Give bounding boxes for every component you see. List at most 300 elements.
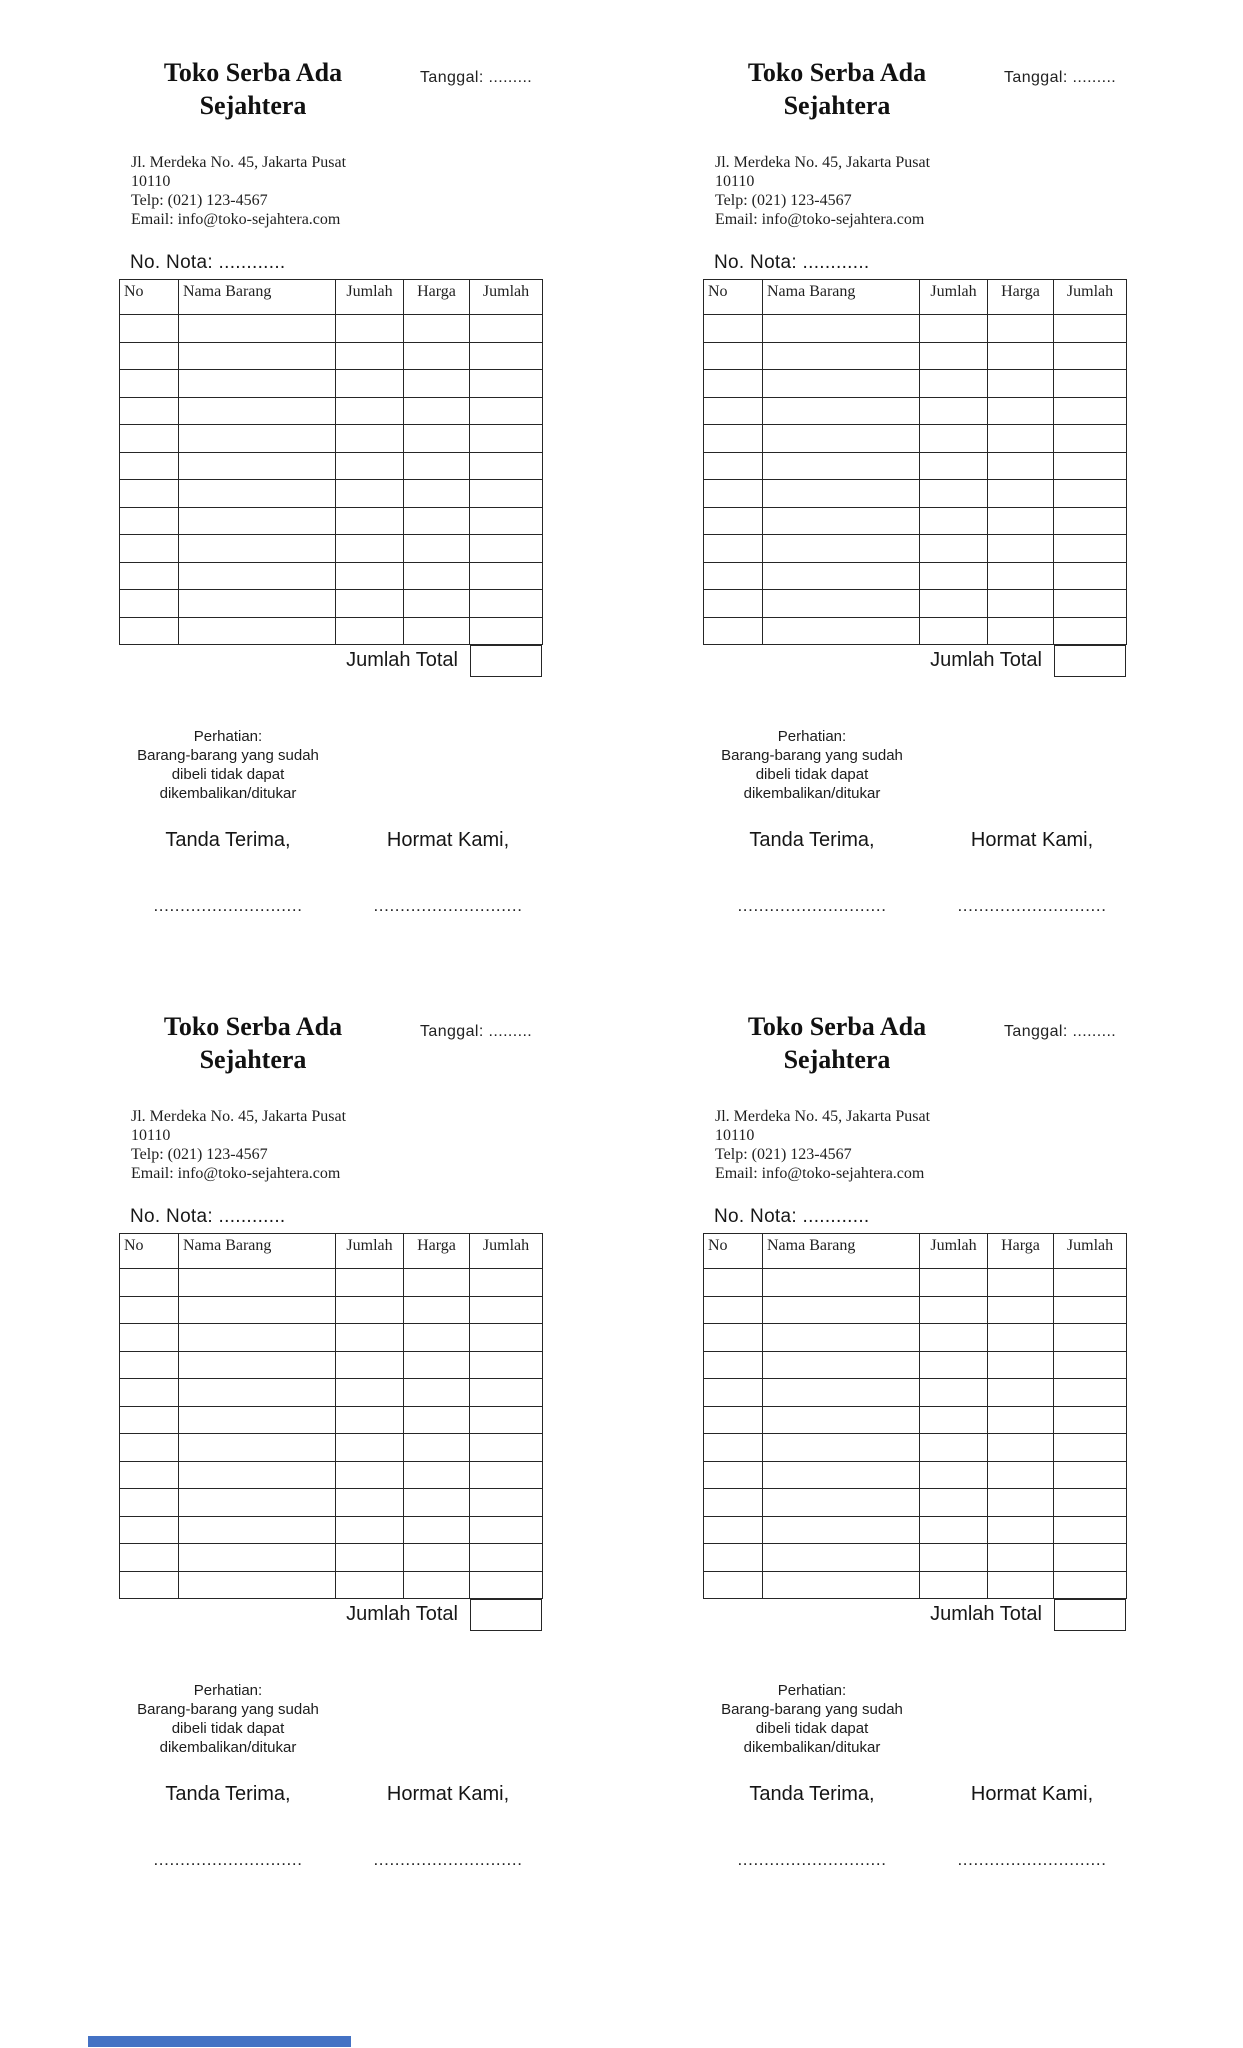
- item-cell[interactable]: [920, 370, 988, 398]
- item-cell[interactable]: [988, 342, 1054, 370]
- item-cell[interactable]: [404, 1461, 470, 1489]
- item-row: [120, 1544, 543, 1572]
- item-cell[interactable]: [179, 1434, 336, 1462]
- item-cell[interactable]: [336, 507, 404, 535]
- item-cell[interactable]: [179, 1379, 336, 1407]
- item-cell[interactable]: [704, 397, 763, 425]
- item-cell[interactable]: [920, 562, 988, 590]
- item-cell[interactable]: [988, 1434, 1054, 1462]
- item-cell[interactable]: [404, 1489, 470, 1517]
- item-cell[interactable]: [336, 1269, 404, 1297]
- item-cell[interactable]: [120, 425, 179, 453]
- item-cell[interactable]: [920, 480, 988, 508]
- sign-label-hormat-kami: Hormat Kami,: [386, 1783, 510, 1805]
- item-cell[interactable]: [704, 480, 763, 508]
- item-cell[interactable]: [763, 1571, 920, 1599]
- item-cell[interactable]: [920, 1269, 988, 1297]
- item-cell[interactable]: [988, 507, 1054, 535]
- item-cell[interactable]: [988, 535, 1054, 563]
- item-cell[interactable]: [404, 1516, 470, 1544]
- item-cell[interactable]: [336, 452, 404, 480]
- item-cell[interactable]: [1054, 1269, 1127, 1297]
- nota-number-fill-in-field[interactable]: No. Nota: ............: [130, 252, 286, 273]
- item-cell[interactable]: [1054, 1296, 1127, 1324]
- item-cell[interactable]: [988, 1296, 1054, 1324]
- item-cell[interactable]: [470, 342, 543, 370]
- signature-line-left[interactable]: ............................: [737, 896, 887, 915]
- signature-line-left[interactable]: ............................: [737, 1850, 887, 1869]
- item-cell[interactable]: [179, 1489, 336, 1517]
- address-street: Jl. Merdeka No. 45, Jakarta Pusat: [715, 1108, 931, 1125]
- item-cell[interactable]: [470, 1269, 543, 1297]
- item-cell[interactable]: [1054, 1434, 1127, 1462]
- item-cell[interactable]: [179, 1544, 336, 1572]
- item-cell[interactable]: [1054, 562, 1127, 590]
- item-cell[interactable]: [1054, 397, 1127, 425]
- item-cell[interactable]: [763, 370, 920, 398]
- item-cell[interactable]: [336, 480, 404, 508]
- item-cell[interactable]: [120, 370, 179, 398]
- item-cell[interactable]: [470, 562, 543, 590]
- item-cell[interactable]: [988, 480, 1054, 508]
- item-cell[interactable]: [179, 535, 336, 563]
- item-cell[interactable]: [1054, 617, 1127, 645]
- item-cell[interactable]: [704, 1296, 763, 1324]
- item-cell[interactable]: [179, 1516, 336, 1544]
- item-cell[interactable]: [179, 480, 336, 508]
- item-cell[interactable]: [920, 590, 988, 618]
- item-cell[interactable]: [1054, 425, 1127, 453]
- item-cell[interactable]: [763, 1516, 920, 1544]
- item-cell[interactable]: [470, 1434, 543, 1462]
- item-cell[interactable]: [704, 1571, 763, 1599]
- item-cell[interactable]: [920, 535, 988, 563]
- return-policy-notice: [672, 727, 952, 803]
- item-cell[interactable]: [988, 1489, 1054, 1517]
- item-cell[interactable]: [336, 315, 404, 343]
- item-cell[interactable]: [470, 1296, 543, 1324]
- item-cell[interactable]: [470, 370, 543, 398]
- item-cell[interactable]: [120, 1406, 179, 1434]
- item-cell[interactable]: [470, 617, 543, 645]
- item-cell[interactable]: [763, 507, 920, 535]
- item-cell[interactable]: [988, 1571, 1054, 1599]
- item-cell[interactable]: [120, 315, 179, 343]
- return-policy-notice: [88, 727, 368, 803]
- item-cell[interactable]: [988, 1406, 1054, 1434]
- item-cell[interactable]: [988, 425, 1054, 453]
- item-cell[interactable]: [920, 1571, 988, 1599]
- item-cell[interactable]: [988, 1324, 1054, 1352]
- item-cell[interactable]: [920, 452, 988, 480]
- item-cell[interactable]: [336, 1351, 404, 1379]
- item-cell[interactable]: [179, 1461, 336, 1489]
- item-cell[interactable]: [1054, 1406, 1127, 1434]
- signature-line-left[interactable]: ............................: [153, 896, 303, 915]
- item-cell[interactable]: [704, 1489, 763, 1517]
- item-cell[interactable]: [920, 1406, 988, 1434]
- item-cell[interactable]: [763, 397, 920, 425]
- item-cell[interactable]: [470, 452, 543, 480]
- item-cell[interactable]: [763, 342, 920, 370]
- item-cell[interactable]: [1054, 342, 1127, 370]
- item-cell[interactable]: [120, 1269, 179, 1297]
- item-cell[interactable]: [120, 1351, 179, 1379]
- item-cell[interactable]: [336, 1516, 404, 1544]
- notice-line1: Perhatian:: [777, 1682, 847, 1699]
- item-cell[interactable]: [1054, 1544, 1127, 1572]
- item-cell[interactable]: [763, 425, 920, 453]
- item-cell[interactable]: [763, 590, 920, 618]
- item-cell[interactable]: [763, 315, 920, 343]
- signature-line-right[interactable]: ............................: [957, 896, 1107, 915]
- item-cell[interactable]: [404, 1434, 470, 1462]
- item-cell[interactable]: [988, 315, 1054, 343]
- item-cell[interactable]: [470, 507, 543, 535]
- item-cell[interactable]: [988, 397, 1054, 425]
- item-cell[interactable]: [470, 315, 543, 343]
- item-cell[interactable]: [470, 1461, 543, 1489]
- item-cell[interactable]: [704, 1516, 763, 1544]
- item-cell[interactable]: [1054, 1461, 1127, 1489]
- item-cell[interactable]: [404, 1324, 470, 1352]
- item-cell[interactable]: [470, 535, 543, 563]
- store-address: [131, 153, 608, 229]
- item-cell[interactable]: [763, 1269, 920, 1297]
- item-row: [704, 480, 1127, 508]
- item-cell[interactable]: [763, 1434, 920, 1462]
- item-cell[interactable]: [404, 1406, 470, 1434]
- date-fill-in-field[interactable]: Tanggal: .........: [420, 69, 533, 86]
- item-cell[interactable]: [704, 342, 763, 370]
- item-cell[interactable]: [763, 1544, 920, 1572]
- item-cell[interactable]: [704, 1461, 763, 1489]
- item-cell[interactable]: [179, 1324, 336, 1352]
- item-cell[interactable]: [920, 342, 988, 370]
- item-cell[interactable]: [988, 1516, 1054, 1544]
- item-cell[interactable]: [470, 1544, 543, 1572]
- item-cell[interactable]: [336, 562, 404, 590]
- nota-number-fill-in-field[interactable]: No. Nota: ............: [714, 1206, 870, 1227]
- sign-label-tanda-terima: Tanda Terima,: [749, 829, 875, 851]
- item-cell[interactable]: [704, 1269, 763, 1297]
- item-row: [120, 452, 543, 480]
- item-cell[interactable]: [336, 425, 404, 453]
- total-amount-box[interactable]: [470, 1599, 542, 1631]
- item-cell[interactable]: [1054, 1571, 1127, 1599]
- item-cell[interactable]: [404, 507, 470, 535]
- items-table-body: [704, 1269, 1127, 1599]
- item-cell[interactable]: [704, 1379, 763, 1407]
- item-cell[interactable]: [1054, 590, 1127, 618]
- item-cell[interactable]: [336, 342, 404, 370]
- item-cell[interactable]: [120, 1571, 179, 1599]
- item-cell[interactable]: [404, 562, 470, 590]
- item-row: [120, 397, 543, 425]
- item-cell[interactable]: [179, 1351, 336, 1379]
- item-cell[interactable]: [920, 1489, 988, 1517]
- item-cell[interactable]: [920, 397, 988, 425]
- item-cell[interactable]: [988, 1461, 1054, 1489]
- item-cell[interactable]: [704, 1324, 763, 1352]
- item-cell[interactable]: [763, 1324, 920, 1352]
- item-cell[interactable]: [988, 562, 1054, 590]
- sign-label-tanda-terima: Tanda Terima,: [165, 1783, 291, 1805]
- item-cell[interactable]: [1054, 1489, 1127, 1517]
- date-fill-in-field[interactable]: Tanggal: .........: [1004, 1023, 1117, 1040]
- item-cell[interactable]: [1054, 480, 1127, 508]
- item-cell[interactable]: [120, 1516, 179, 1544]
- item-cell[interactable]: [920, 617, 988, 645]
- item-cell[interactable]: [1054, 1379, 1127, 1407]
- item-cell[interactable]: [120, 535, 179, 563]
- item-cell[interactable]: [179, 370, 336, 398]
- item-cell[interactable]: [763, 1406, 920, 1434]
- notice-line2: Barang-barang yang sudah: [721, 1701, 903, 1718]
- item-cell[interactable]: [404, 1269, 470, 1297]
- date-fill-in-field[interactable]: Tanggal: .........: [1004, 69, 1117, 86]
- item-cell[interactable]: [470, 1406, 543, 1434]
- item-cell[interactable]: [763, 617, 920, 645]
- item-cell[interactable]: [120, 1379, 179, 1407]
- item-cell[interactable]: [179, 1571, 336, 1599]
- item-cell[interactable]: [179, 507, 336, 535]
- item-cell[interactable]: [988, 370, 1054, 398]
- signature-lines-row: [88, 1850, 608, 1870]
- item-cell[interactable]: [179, 425, 336, 453]
- signature-line-left[interactable]: ............................: [153, 1850, 303, 1869]
- return-policy-notice: [672, 1681, 952, 1757]
- item-cell[interactable]: [404, 480, 470, 508]
- item-row: [704, 1351, 1127, 1379]
- item-cell[interactable]: [336, 1406, 404, 1434]
- item-cell[interactable]: [120, 1461, 179, 1489]
- nota-number-fill-in-field[interactable]: No. Nota: ............: [714, 252, 870, 273]
- item-cell[interactable]: [1054, 507, 1127, 535]
- item-cell[interactable]: [920, 425, 988, 453]
- address-email: Email: info@toko-sejahtera.com: [131, 211, 341, 228]
- sign-label-tanda-terima: Tanda Terima,: [165, 829, 291, 851]
- item-cell[interactable]: [404, 590, 470, 618]
- item-cell[interactable]: [763, 1379, 920, 1407]
- col-header-jumlah: Jumlah: [336, 1234, 404, 1269]
- items-table: [119, 279, 543, 645]
- item-cell[interactable]: [920, 1351, 988, 1379]
- item-cell[interactable]: [120, 452, 179, 480]
- item-cell[interactable]: [120, 1434, 179, 1462]
- item-cell[interactable]: [470, 1351, 543, 1379]
- item-cell[interactable]: [404, 315, 470, 343]
- item-cell[interactable]: [120, 1324, 179, 1352]
- item-cell[interactable]: [763, 1351, 920, 1379]
- item-row: [704, 1544, 1127, 1572]
- item-row: [704, 562, 1127, 590]
- item-cell[interactable]: [336, 1544, 404, 1572]
- item-cell[interactable]: [404, 425, 470, 453]
- item-cell[interactable]: [179, 397, 336, 425]
- item-cell[interactable]: [404, 1544, 470, 1572]
- item-cell[interactable]: [1054, 1351, 1127, 1379]
- item-cell[interactable]: [336, 535, 404, 563]
- item-cell[interactable]: [179, 452, 336, 480]
- notice-line3: dibeli tidak dapat: [755, 1720, 869, 1737]
- item-cell[interactable]: [704, 562, 763, 590]
- signature-line-right[interactable]: ............................: [957, 1850, 1107, 1869]
- item-cell[interactable]: [920, 1516, 988, 1544]
- item-cell[interactable]: [988, 452, 1054, 480]
- item-cell[interactable]: [988, 1351, 1054, 1379]
- item-cell[interactable]: [336, 1461, 404, 1489]
- total-amount-box[interactable]: [470, 645, 542, 677]
- address-street: Jl. Merdeka No. 45, Jakarta Pusat: [131, 154, 347, 171]
- item-cell[interactable]: [336, 1379, 404, 1407]
- item-cell[interactable]: [470, 425, 543, 453]
- receipt-header: [672, 1010, 1192, 1076]
- item-cell[interactable]: [704, 1544, 763, 1572]
- item-cell[interactable]: [1054, 1324, 1127, 1352]
- item-cell[interactable]: [704, 507, 763, 535]
- total-label: Jumlah Total: [346, 648, 458, 671]
- item-cell[interactable]: [179, 1269, 336, 1297]
- item-cell[interactable]: [179, 342, 336, 370]
- col-header-nama-barang: Nama Barang: [179, 280, 336, 315]
- item-cell[interactable]: [336, 1296, 404, 1324]
- item-cell[interactable]: [179, 1296, 336, 1324]
- item-cell[interactable]: [763, 452, 920, 480]
- signature-line-right[interactable]: ............................: [373, 1850, 523, 1869]
- item-cell[interactable]: [404, 1351, 470, 1379]
- item-cell[interactable]: [470, 397, 543, 425]
- item-cell[interactable]: [470, 1489, 543, 1517]
- item-cell[interactable]: [336, 370, 404, 398]
- item-cell[interactable]: [920, 1296, 988, 1324]
- item-cell[interactable]: [336, 1489, 404, 1517]
- item-row: [704, 1516, 1127, 1544]
- item-cell[interactable]: [336, 397, 404, 425]
- item-cell[interactable]: [470, 1379, 543, 1407]
- item-cell[interactable]: [704, 590, 763, 618]
- item-cell[interactable]: [763, 562, 920, 590]
- item-cell[interactable]: [704, 425, 763, 453]
- store-name-line2: Sejahtera: [199, 91, 307, 120]
- item-cell[interactable]: [763, 1461, 920, 1489]
- item-cell[interactable]: [988, 617, 1054, 645]
- item-cell[interactable]: [120, 480, 179, 508]
- item-cell[interactable]: [404, 1296, 470, 1324]
- item-cell[interactable]: [120, 590, 179, 618]
- item-cell[interactable]: [704, 452, 763, 480]
- item-cell[interactable]: [920, 1324, 988, 1352]
- date-fill-in-field[interactable]: Tanggal: .........: [420, 1023, 533, 1040]
- item-cell[interactable]: [120, 342, 179, 370]
- item-cell[interactable]: [120, 1296, 179, 1324]
- item-cell[interactable]: [1054, 1516, 1127, 1544]
- item-cell[interactable]: [179, 562, 336, 590]
- item-cell[interactable]: [179, 315, 336, 343]
- item-cell[interactable]: [404, 370, 470, 398]
- item-cell[interactable]: [988, 1269, 1054, 1297]
- item-cell[interactable]: [704, 535, 763, 563]
- item-cell[interactable]: [336, 617, 404, 645]
- item-cell[interactable]: [1054, 315, 1127, 343]
- item-cell[interactable]: [920, 1544, 988, 1572]
- item-cell[interactable]: [988, 1544, 1054, 1572]
- item-cell[interactable]: [404, 535, 470, 563]
- item-cell[interactable]: [470, 1516, 543, 1544]
- item-row: [704, 535, 1127, 563]
- item-cell[interactable]: [120, 617, 179, 645]
- item-row: [704, 590, 1127, 618]
- item-cell[interactable]: [1054, 370, 1127, 398]
- sign-label-hormat-kami: Hormat Kami,: [970, 1783, 1094, 1805]
- item-cell[interactable]: [920, 1434, 988, 1462]
- item-cell[interactable]: [988, 1379, 1054, 1407]
- item-cell[interactable]: [120, 1489, 179, 1517]
- item-cell[interactable]: [404, 452, 470, 480]
- item-cell[interactable]: [336, 1324, 404, 1352]
- item-cell[interactable]: [704, 370, 763, 398]
- item-row: [120, 1269, 543, 1297]
- col-header-harga: Harga: [404, 1234, 470, 1269]
- item-cell[interactable]: [404, 397, 470, 425]
- item-cell[interactable]: [120, 1544, 179, 1572]
- col-header-jumlah-2: Jumlah: [1054, 280, 1127, 315]
- item-cell[interactable]: [404, 617, 470, 645]
- item-cell[interactable]: [120, 507, 179, 535]
- item-cell[interactable]: [920, 1461, 988, 1489]
- item-cell[interactable]: [470, 1324, 543, 1352]
- item-cell[interactable]: [179, 617, 336, 645]
- item-cell[interactable]: [1054, 535, 1127, 563]
- item-cell[interactable]: [179, 590, 336, 618]
- item-cell[interactable]: [1054, 452, 1127, 480]
- item-cell[interactable]: [920, 507, 988, 535]
- item-cell[interactable]: [920, 1379, 988, 1407]
- item-cell[interactable]: [336, 1434, 404, 1462]
- total-amount-box[interactable]: [1054, 1599, 1126, 1631]
- item-cell[interactable]: [404, 342, 470, 370]
- item-cell[interactable]: [470, 590, 543, 618]
- item-cell[interactable]: [179, 1406, 336, 1434]
- item-cell[interactable]: [404, 1379, 470, 1407]
- item-cell[interactable]: [336, 590, 404, 618]
- sign-label-hormat-kami: Hormat Kami,: [386, 829, 510, 851]
- item-cell[interactable]: [763, 535, 920, 563]
- item-cell[interactable]: [704, 1351, 763, 1379]
- item-cell[interactable]: [120, 397, 179, 425]
- item-cell[interactable]: [704, 617, 763, 645]
- item-cell[interactable]: [120, 562, 179, 590]
- item-cell[interactable]: [763, 480, 920, 508]
- item-cell[interactable]: [704, 1434, 763, 1462]
- total-amount-box[interactable]: [1054, 645, 1126, 677]
- notice-line4: dikembalikan/ditukar: [743, 785, 881, 802]
- item-cell[interactable]: [404, 1571, 470, 1599]
- item-cell[interactable]: [704, 315, 763, 343]
- signature-line-right[interactable]: ............................: [373, 896, 523, 915]
- item-cell[interactable]: [763, 1296, 920, 1324]
- item-cell[interactable]: [336, 1571, 404, 1599]
- item-row: [120, 315, 543, 343]
- item-cell[interactable]: [920, 315, 988, 343]
- item-cell[interactable]: [704, 1406, 763, 1434]
- nota-number-fill-in-field[interactable]: No. Nota: ............: [130, 1206, 286, 1227]
- item-cell[interactable]: [988, 590, 1054, 618]
- item-cell[interactable]: [470, 480, 543, 508]
- store-address: [715, 153, 1192, 229]
- item-cell[interactable]: [470, 1571, 543, 1599]
- item-cell[interactable]: [763, 1489, 920, 1517]
